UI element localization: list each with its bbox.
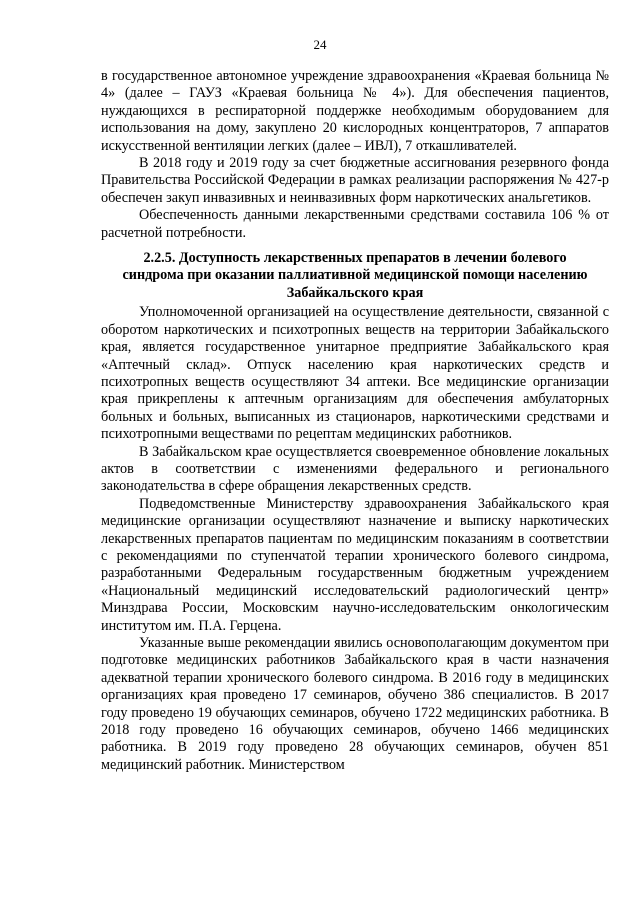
section-heading-line-2: синдрома при оказании паллиативной медицинской помощи населению	[122, 267, 588, 284]
paragraph-continuation: в государственное автономное учреждение здравоохранения «Краевая больница № 4» (далее – ГАУЗ «Краевая больница № 4»). Для обеспечения пациентов, нуждающихся в респираторной поддержке необходимым оборудованием для использования на дому, закуплено 20 кислородных концентраторов, 7 аппаратов искусственной вентиляции легких (далее – ИВЛ), 7 откашливателей.	[101, 68, 609, 154]
page-content	[101, 68, 609, 774]
section-heading-line-1: 2.2.5. Доступность лекарственных препаратов в лечении болевого	[143, 250, 567, 267]
page-number: 24	[313, 37, 327, 52]
paragraph-training: Указанные выше рекомендации явились основополагающим документом при подготовке медицинских работников Забайкальского края в части назначения адекватной терапии хронического болевого синдрома. В 2016 году в медицинских организациях края проведено 17 семинаров, обучено 386 специалистов. В 2017 году проведено 19 обучающих семинаров, обучено 1722 медицинских работника. В 2018 году проведено 16 обучающих семинаров, обучено 1466 медицинских работника. В 2019 году проведено 28 обучающих семинаров, обучен 851 медицинский работник. Министерством	[101, 635, 609, 773]
paragraph-reserve-fund: В 2018 году и 2019 году за счет бюджетные ассигнования резервного фонда Правительства Российской Федерации в рамках реализации распоряжения № 427-р обеспечен закуп инвазивных и неинвазивных форм наркотических анальгетиков.	[101, 155, 609, 206]
section-heading	[101, 250, 609, 302]
paragraph-provision-rate: Обеспеченность данными лекарственными средствами составила 106 % от расчетной потребности.	[101, 207, 609, 241]
paragraph-prescription: Подведомственные Министерству здравоохранения Забайкальского края медицинские организации осуществляют назначение и выписку наркотических лекарственных препаратов пациентам по медицинским показаниям в соответствии с рекомендациями по ступенчатой терапии хронического болевого синдрома, разработанными Федеральным государственным бюджетным учреждением «Национальный медицинский исследовательский радиологический центр» Минздрава России, Московским научно-исследовательским онкологическим институтом им. П.А. Герцена.	[101, 495, 609, 634]
paragraph-authorized-organization: Уполномоченной организацией на осуществление деятельности, связанной с оборотом наркотических и психотропных веществ на территории Забайкальского края, является государственное унитарное предприятие Забайкальского края «Аптечный склад». Отпуск населению края наркотических средств и психотропных веществ осуществляют 34 аптеки. Все медицинские организации края прикреплены к аптечным организациям для обеспечения амбулаторных больных и больных, выписанных из стационаров, наркотическими средствами и психотропными веществами по рецептам медицинских работников.	[101, 304, 609, 443]
paragraph-local-acts: В Забайкальском крае осуществляется своевременное обновление локальных актов в соответствии с изменениями федерального и регионального законодательства в сфере обращения лекарственных средств.	[101, 443, 609, 495]
section-heading-line-3: Забайкальского края	[286, 284, 424, 301]
